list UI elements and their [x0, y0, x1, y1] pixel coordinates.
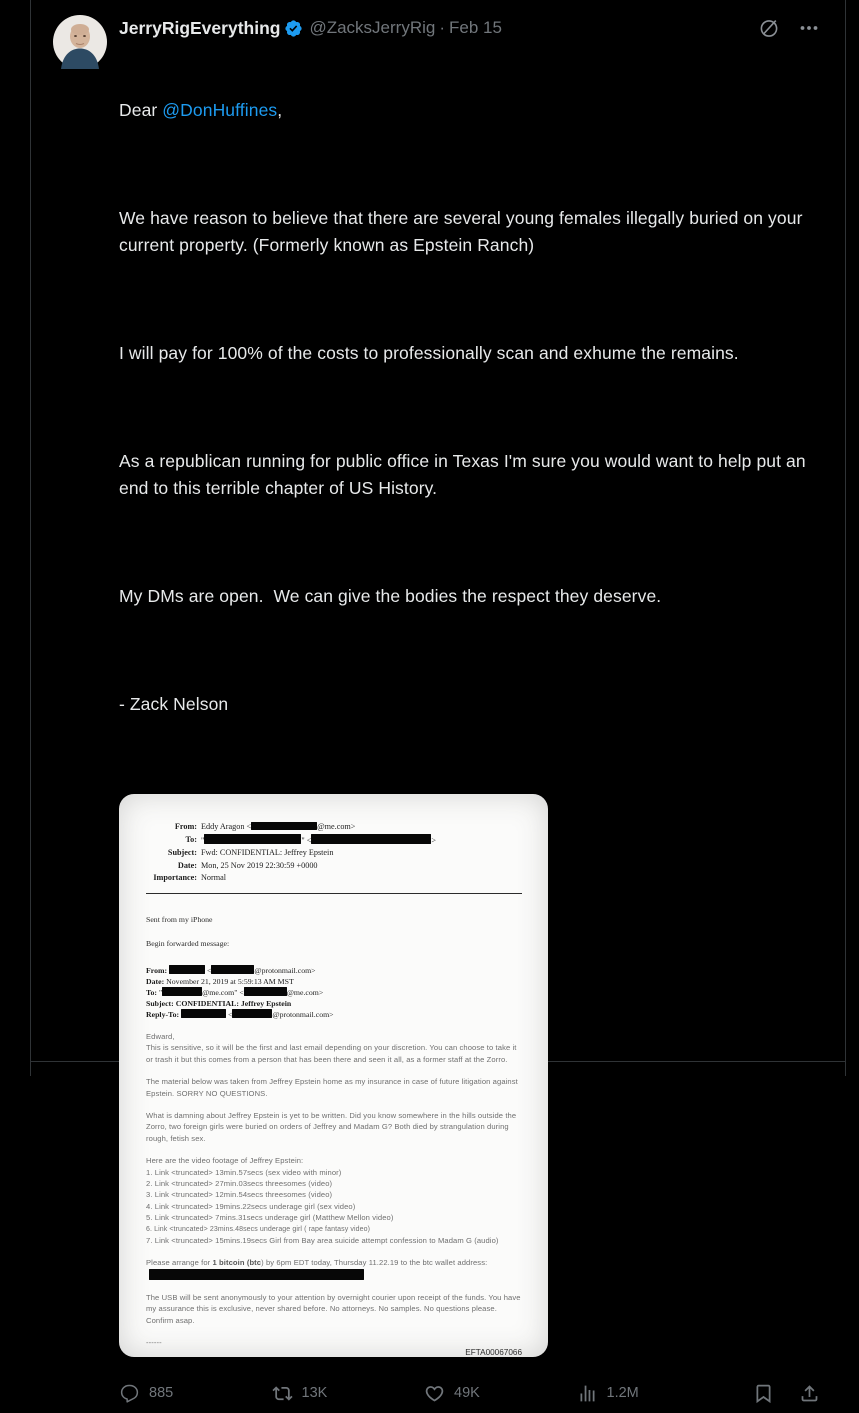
email-subject-label: Subject:: [167, 848, 197, 858]
reply-button[interactable]: [119, 1383, 272, 1404]
avatar-column: [53, 15, 107, 1061]
fwd-to-row: To: " @me.com" < @me.com>: [146, 987, 324, 997]
bookmark-button[interactable]: [751, 1381, 775, 1405]
mention-link[interactable]: @DonHuffines: [162, 100, 278, 120]
redaction-bar: [204, 834, 301, 844]
video-list-item: 7. Link <truncated> 15mins.19secs Girl from Bay area suicide attempt confession to Madam G (audio): [146, 1236, 499, 1246]
email-paragraph: Edward, This is sensitive, so it will be the first and last email depending on your discretion. You can choose to take it or trash it but this comes from a person that has been there and seen it all, as a former staff at the Zorro.: [146, 1031, 517, 1064]
forwarded-header: [146, 965, 522, 1020]
more-horizontal-icon: [799, 18, 819, 38]
tweet-paragraph: We have reason to believe that there are several young females illegally buried on your current property. (Formerly known as Epstein Ranch): [119, 208, 808, 255]
email-from-label: From:: [174, 822, 197, 831]
email-importance-label: Importance:: [153, 873, 197, 883]
like-count: 49K: [454, 1385, 480, 1401]
fwd-from-row: From: < @protonmail.com>: [146, 965, 316, 975]
redaction-bar: [162, 987, 202, 996]
avatar[interactable]: [53, 15, 107, 69]
email-date-value: Mon, 25 Nov 2019 22:30:59 +0000: [201, 860, 318, 870]
email-from-row: [146, 821, 522, 834]
video-list-item: 2. Link <truncated> 27min.03secs threesomes (video): [146, 1179, 333, 1189]
begin-forwarded-line: Begin forwarded message:: [146, 938, 230, 948]
tweet-salutation: [119, 97, 821, 124]
salutation-suffix: ,: [277, 100, 283, 120]
reply-icon: [119, 1383, 140, 1404]
salutation-prefix: Dear: [119, 100, 163, 120]
grok-actions-button[interactable]: [757, 16, 781, 40]
email-subject-row: [146, 847, 522, 860]
share-icon: [799, 1383, 820, 1404]
repost-button[interactable]: [272, 1383, 425, 1404]
view-count: 1.2M: [606, 1385, 639, 1401]
tweet-content: [119, 15, 821, 1401]
email-to-row: [146, 834, 522, 848]
fwd-subject-row: Subject: CONFIDENTIAL: Jeffrey Epstein: [146, 998, 292, 1008]
views-button[interactable]: [577, 1383, 730, 1404]
tweet-paragraph: As a republican running for public office in Texas I'm sure you would want to help put an end to this terrible chapter of US History.: [119, 451, 811, 498]
video-list-item: 5. Link <truncated> 7mins.31secs underage girl (Matthew Mellon video): [146, 1213, 394, 1223]
repost-icon: [272, 1383, 293, 1404]
fwd-date-row: Date: November 21, 2019 at 5:59:13 AM MST: [146, 976, 294, 986]
email-dashes: ------: [146, 1338, 162, 1347]
email-from-value: Eddy Aragon <: [201, 822, 252, 831]
email-paragraph: The USB will be sent anonymously to your attention by overnight courier upon receipt of the funds. You have my assurance this is exclusive, never shared before. No attorneys. No samples. No questions please. Confirm asap.: [146, 1292, 521, 1325]
redaction-bar: [244, 987, 287, 996]
grok-icon: [758, 17, 780, 39]
email-to-f2: " <: [301, 835, 312, 845]
fwd-reply-row: Reply-To: < @protonmail.com>: [146, 1009, 334, 1019]
author-meta[interactable]: [309, 18, 502, 38]
bookmark-icon: [753, 1383, 774, 1404]
redaction-bar: [169, 965, 205, 974]
email-subject-value: Fwd: CONFIDENTIAL: Jeffrey Epstein: [201, 848, 334, 858]
repost-count: 13K: [301, 1385, 328, 1401]
email-divider: [146, 893, 522, 894]
meta-separator: ·: [439, 18, 446, 37]
attached-email-image[interactable]: [119, 794, 548, 1357]
exhibit-id: EFTA00067066: [465, 1348, 522, 1358]
email-importance-value: Normal: [201, 873, 227, 883]
email-body: [146, 1031, 522, 1348]
video-list-item: 4. Link <truncated> 19mins.22secs underage girl (sex video): [146, 1201, 356, 1211]
redaction-bar: [149, 1269, 364, 1280]
tweet-date: Feb 15: [449, 18, 502, 37]
tweet-signature: - Zack Nelson: [119, 694, 229, 714]
email-from-domain: @me.com>: [317, 822, 356, 831]
video-list: [146, 1155, 522, 1246]
author-handle: @ZacksJerryRig: [309, 18, 436, 37]
more-options-button[interactable]: [797, 16, 821, 40]
redaction-bar: [251, 822, 317, 831]
avatar-image: [53, 15, 107, 69]
email-importance-row: [146, 872, 522, 885]
sent-from-line: Sent from my iPhone: [146, 914, 213, 924]
video-list-item: 6. Link <truncated> 23mins.48secs underage girl ( rape fantasy video): [146, 1225, 371, 1233]
like-icon: [424, 1383, 445, 1404]
author-name[interactable]: JerryRigEverything: [119, 17, 281, 38]
btc-paragraph: Please arrange for 1 bitcoin (btc) by 6pm EDT today, Thursday 11.22.19 to the btc wallet address:: [146, 1257, 522, 1280]
action-bar-right: [729, 1381, 821, 1405]
email-to-label: To:: [185, 834, 197, 844]
share-button[interactable]: [797, 1381, 821, 1405]
reply-count: 885: [149, 1385, 174, 1401]
tweet-paragraph: My DMs are open. We can give the bodies the respect they deserve.: [119, 586, 662, 606]
tweet-header: [119, 15, 821, 41]
video-list-intro: Here are the video footage of Jeffrey Epstein:: [146, 1156, 304, 1166]
tweet-card: [31, 0, 845, 1401]
email-date-row: [146, 860, 522, 873]
email-paragraph: The material below was taken from Jeffrey Epstein home as my insurance in case of future litigation against Epstein. SORRY NO QUESTIONS.: [146, 1077, 518, 1098]
like-button[interactable]: [424, 1383, 577, 1404]
redaction-bar: [311, 834, 431, 844]
views-icon: [577, 1383, 598, 1404]
timeline-column: [30, 0, 846, 1401]
tweet-action-bar: [119, 1373, 821, 1413]
email-date-label: Date:: [177, 860, 197, 870]
tweet-paragraph: I will pay for 100% of the costs to professionally scan and exhume the remains.: [119, 343, 739, 363]
tweet-body: [119, 41, 821, 772]
redaction-bar: [232, 1009, 272, 1018]
email-paragraph: What is damning about Jeffrey Epstein is yet to be written. Did you know somewhere in the hills outside the Zorro, two foreign girls were buried on orders of Jeffrey and Madam G? Both died by strangulation during rough, fetish sex.: [146, 1111, 517, 1143]
video-list-item: 3. Link <truncated> 12min.54secs threesomes (video): [146, 1190, 333, 1200]
email-to-f1: ": [201, 835, 205, 845]
verified-badge-icon: [284, 19, 303, 38]
redaction-bar: [181, 1009, 226, 1018]
email-to-f3: >: [431, 835, 436, 845]
redaction-bar: [211, 965, 254, 974]
video-list-item: 1. Link <truncated> 13min.57secs (sex video with minor): [146, 1167, 342, 1177]
